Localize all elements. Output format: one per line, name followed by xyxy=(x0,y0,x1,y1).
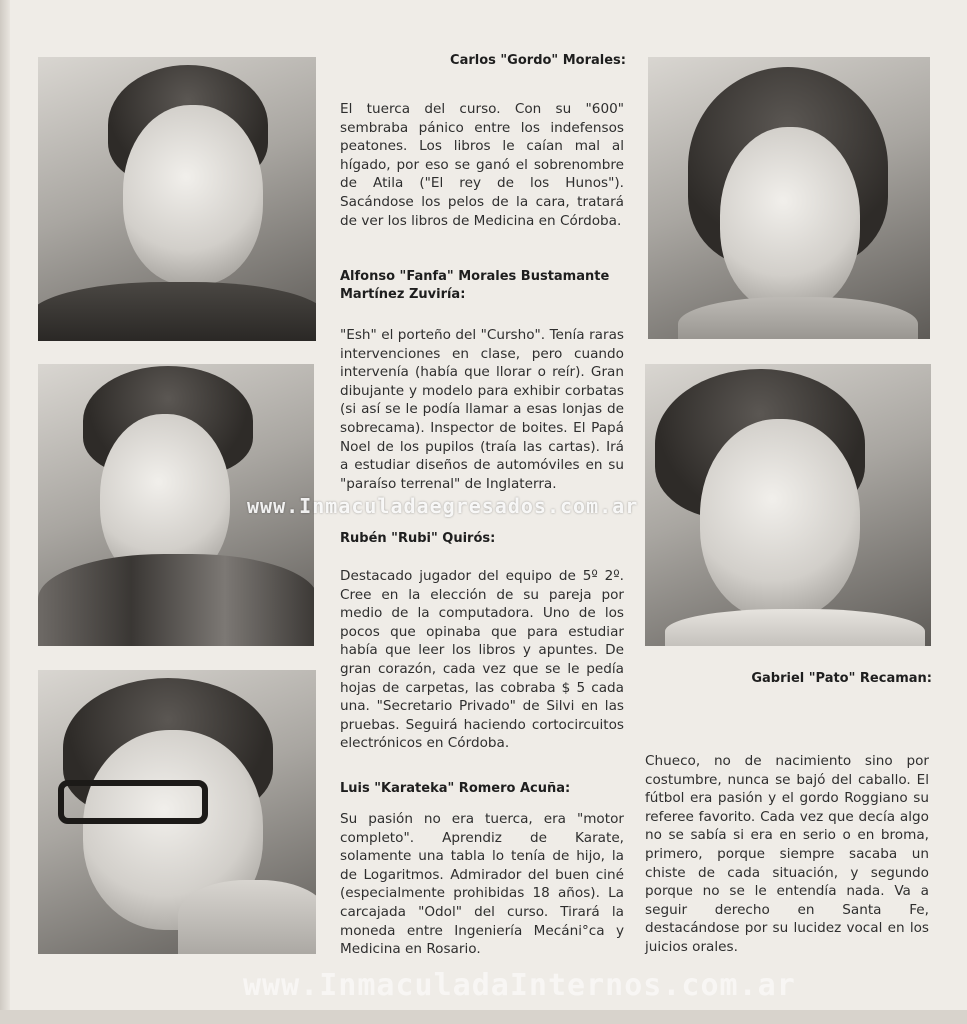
entry-text-carlos: El tuerca del curso. Con su "600" sembraba pánico entre los indefensos peatones. Los libros le caían mal al hígado, por eso se ganó el sobrenombre de Atila ("El rey de los Hunos"). Sacándose los pelos de la cara, tratará de ver los libros de Medicina en Córdoba. xyxy=(340,101,624,229)
entry-text-gabriel: Chueco, no de nacimiento sino por costumbre, nunca se bajó del caballo. El fútbol era pasión y el gordo Roggiano su referee favorito. Cada vez que decía algo no se sabía si era en serio o en broma, primero, porque siempre sacaba un chiste de cada situación, y segundo porque no se le entendía nada. Va a seguir derecho en Santa Fe, destacándose por su lucidez vocal en los juicios orales. xyxy=(645,753,929,955)
page-bottom-edge xyxy=(0,1010,967,1024)
entry-name-luis: Luis "Karateka" Romero Acuña: xyxy=(340,781,571,796)
watermark-internos: www.InmaculadaInternos.com.ar xyxy=(243,968,796,1003)
entry-name-ruben: Rubén "Rubi" Quirós: xyxy=(340,531,496,546)
watermark-egresados: www.Inmaculadaegresados.com.ar xyxy=(247,494,639,518)
portrait-photo-carlos xyxy=(38,57,316,341)
page-binding-edge xyxy=(0,0,10,1024)
portrait-photo-gabriel xyxy=(645,364,931,646)
entry-name-gabriel: Gabriel "Pato" Recaman: xyxy=(751,671,932,686)
entry-text-alfonso: "Esh" el porteño del "Cursho". Tenía raras intervenciones en clase, pero cuando intervenía (había que llorar o reír). Gran dibujante y modelo para exhibir corbatas (si así se le podía llamar a esas lonjas de sobrecama). Inspector de boites. El Papá Noel de los pupilos (traía las cartas). Irá a estudiar diseños de automóviles en su "paraíso terrenal" de Inglaterra. xyxy=(340,327,624,492)
portrait-photo-luis xyxy=(38,670,316,954)
portrait-photo-ruben xyxy=(648,57,930,339)
entry-name-carlos: Carlos "Gordo" Morales: xyxy=(450,53,626,68)
entry-text-ruben: Destacado jugador del equipo de 5º 2º. Cree en la elección de su pareja por medio de la computadora. Uno de los pocos que opinaba que para estudiar había que leer los libros y apuntes. De gran corazón, cada vez que se le pedía hojas de carpetas, las cobraba $ 5 cada una. "Secretario Privado" de Silvi en las pruebas. Seguirá haciendo cortocircuitos electrónicos en Córdoba. xyxy=(340,568,624,752)
entry-name-alfonso: Alfonso "Fanfa" Morales Bustamante Martínez Zuviría: xyxy=(340,269,610,302)
entry-text-luis: Su pasión no era tuerca, era "motor completo". Aprendiz de Karate, solamente una tabla lo tenía de hijo, la de Logaritmos. Admirador del buen ciné (especialmente prohibidas 18 años). La carcajada "Odol" del curso. Tirará la moneda entre Ingeniería Mecáni°ca y Medicina en Rosario. xyxy=(340,811,624,958)
